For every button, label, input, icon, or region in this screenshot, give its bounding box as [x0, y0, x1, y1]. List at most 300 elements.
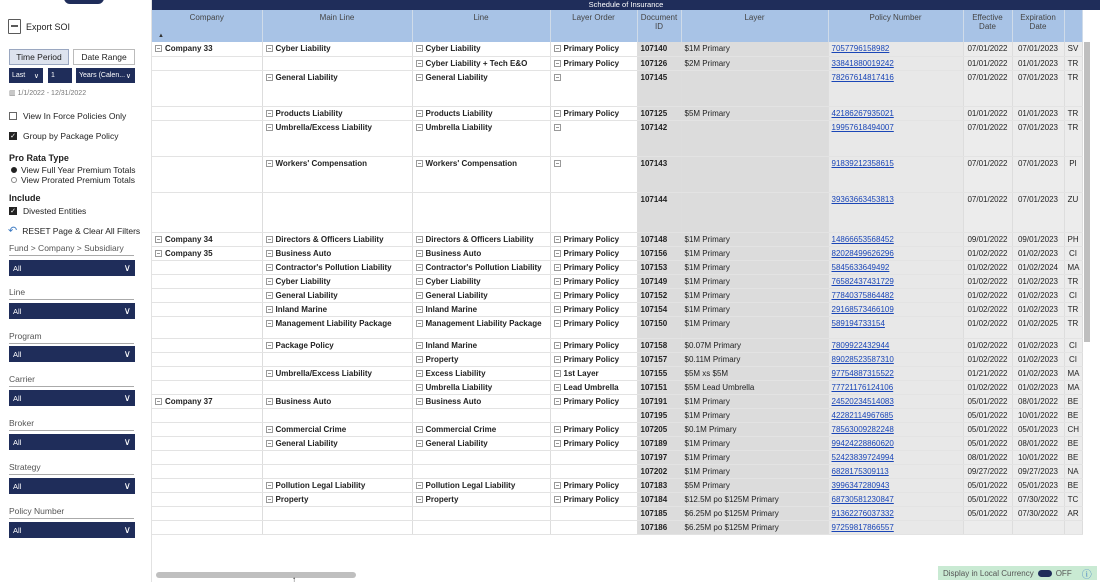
- pro-rata-prorated-radio[interactable]: [11, 175, 135, 185]
- cell-id: [637, 352, 681, 366]
- in-force-checkbox[interactable]: [9, 111, 126, 121]
- cell-id: [637, 42, 681, 56]
- filter-strategy-select[interactable]: [9, 478, 135, 494]
- expand-icon[interactable]: [155, 45, 162, 52]
- cell-layer: [681, 380, 828, 394]
- table-row[interactable]: [152, 70, 1082, 106]
- chevron-down-icon: ∨: [123, 436, 131, 448]
- cell-text: $5M Primary: [684, 108, 730, 118]
- expand-icon[interactable]: [416, 342, 423, 349]
- cell-text: 01/01/2023: [1017, 58, 1059, 68]
- expand-icon[interactable]: [416, 124, 423, 131]
- cell-policy[interactable]: [828, 106, 963, 120]
- cell-main: [262, 316, 412, 338]
- cell-text: 107184: [640, 494, 668, 504]
- table-row[interactable]: [152, 246, 1082, 260]
- filter-policy-number-select[interactable]: [9, 522, 135, 538]
- cell-text: 01/02/2022: [967, 276, 1008, 286]
- table-row[interactable]: [152, 520, 1082, 534]
- cell-text: 107151: [640, 382, 668, 392]
- expand-icon[interactable]: [266, 74, 273, 81]
- cell-x: [1064, 366, 1082, 380]
- cell-policy[interactable]: [828, 408, 963, 422]
- horizontal-scrollbar[interactable]: [156, 572, 356, 578]
- cell-policy[interactable]: [828, 520, 963, 534]
- cell-x: [1064, 56, 1082, 70]
- cell-eff: [963, 464, 1012, 478]
- cell-text: Primary Policy: [563, 262, 620, 272]
- expand-icon[interactable]: [416, 236, 423, 243]
- filter-program-select[interactable]: [9, 346, 135, 362]
- cell-text: General Liability: [275, 290, 338, 300]
- table-row[interactable]: [152, 366, 1082, 380]
- cell-layer: [681, 464, 828, 478]
- expand-icon[interactable]: [416, 160, 423, 167]
- filter-value: All: [13, 393, 22, 403]
- cell-main: [262, 70, 412, 106]
- cell-policy[interactable]: [828, 56, 963, 70]
- table-row[interactable]: [152, 338, 1082, 352]
- cell-policy[interactable]: [828, 352, 963, 366]
- cell-text: 09/27/2023: [1017, 466, 1059, 476]
- cell-layer: [681, 192, 828, 232]
- cell-layer: [681, 316, 828, 338]
- column-header[interactable]: Layer: [681, 10, 828, 42]
- cell-text: Primary Policy: [563, 318, 620, 328]
- cell-text: 05/01/2022: [967, 396, 1008, 406]
- cell-line: [412, 492, 550, 506]
- expand-icon[interactable]: [554, 426, 561, 433]
- period-unit-select[interactable]: [76, 68, 135, 83]
- expand-icon[interactable]: [266, 110, 273, 117]
- sort-arrow-icon[interactable]: ▲: [158, 33, 164, 39]
- cell-policy[interactable]: [828, 380, 963, 394]
- cell-text: 24520234514083: [831, 396, 894, 406]
- cell-policy[interactable]: [828, 274, 963, 288]
- cell-text: $1M Primary: [684, 248, 730, 258]
- cell-layer: [681, 288, 828, 302]
- cell-text: 01/02/2025: [1017, 318, 1059, 328]
- cell-line: [412, 274, 550, 288]
- cell-eff: [963, 42, 1012, 56]
- expand-icon[interactable]: [416, 74, 423, 81]
- cell-policy[interactable]: [828, 316, 963, 338]
- cell-text: Primary Policy: [563, 424, 620, 434]
- cell-text: 07/30/2022: [1017, 508, 1059, 518]
- cell-text: 107195: [640, 410, 668, 420]
- cell-policy[interactable]: [828, 436, 963, 450]
- cell-text: Directors & Officers Liability: [275, 234, 384, 244]
- cell-text: 107148: [640, 234, 668, 244]
- cell-text: $1M Primary: [684, 396, 730, 406]
- cell-text: 09/27/2022: [967, 466, 1008, 476]
- table-row[interactable]: [152, 106, 1082, 120]
- cell-line: [412, 506, 550, 520]
- pro-rata-full-radio[interactable]: [11, 165, 136, 175]
- cell-line: [412, 246, 550, 260]
- table-row[interactable]: [152, 380, 1082, 394]
- expand-icon[interactable]: [266, 160, 273, 167]
- filter-sidebar: [0, 0, 152, 582]
- cell-id: [637, 338, 681, 352]
- cell-policy[interactable]: [828, 492, 963, 506]
- expand-icon[interactable]: [155, 398, 162, 405]
- filter-fund-select[interactable]: [9, 260, 135, 276]
- export-soi-button[interactable]: [8, 19, 70, 34]
- column-header[interactable]: [1064, 10, 1082, 42]
- cell-text: Management Liability Package: [425, 318, 542, 328]
- cell-text: 07/01/2022: [967, 158, 1008, 168]
- expand-icon[interactable]: [554, 124, 561, 131]
- chevron-down-icon: ∨: [123, 348, 131, 360]
- table-row[interactable]: [152, 274, 1082, 288]
- expand-icon[interactable]: [266, 440, 273, 447]
- table-row[interactable]: [152, 316, 1082, 338]
- cell-x: [1064, 380, 1082, 394]
- cell-main: [262, 42, 412, 56]
- expand-icon[interactable]: [266, 45, 273, 52]
- expand-icon[interactable]: [416, 440, 423, 447]
- cell-layer: [681, 352, 828, 366]
- cell-policy[interactable]: [828, 42, 963, 56]
- expand-icon[interactable]: [416, 426, 423, 433]
- cell-text: 01/02/2023: [1017, 248, 1059, 258]
- cell-policy[interactable]: [828, 394, 963, 408]
- filter-carrier-select[interactable]: [9, 390, 135, 406]
- expand-icon[interactable]: [416, 370, 423, 377]
- cell-order: [550, 464, 637, 478]
- expand-icon[interactable]: [554, 440, 561, 447]
- cell-x: [1064, 156, 1082, 192]
- expand-icon[interactable]: [554, 292, 561, 299]
- expand-icon[interactable]: [266, 426, 273, 433]
- cell-policy[interactable]: [828, 260, 963, 274]
- expand-icon[interactable]: [416, 306, 423, 313]
- cell-text: PH: [1067, 234, 1079, 244]
- table-row[interactable]: [152, 302, 1082, 316]
- cell-layer: [681, 408, 828, 422]
- expand-icon[interactable]: [416, 398, 423, 405]
- cell-text: $1M Primary: [684, 234, 730, 244]
- table-row[interactable]: [152, 42, 1082, 56]
- group-package-checkbox[interactable]: [9, 131, 118, 141]
- expand-icon[interactable]: [416, 384, 423, 391]
- cell-text: Package Policy: [275, 340, 334, 350]
- table-row[interactable]: [152, 232, 1082, 246]
- cell-text: Cyber Liability: [425, 276, 481, 286]
- expand-icon[interactable]: [266, 482, 273, 489]
- cell-id: [637, 70, 681, 106]
- cell-text: 78267614817416: [831, 72, 894, 82]
- cell-policy[interactable]: [828, 464, 963, 478]
- filter-line-select[interactable]: [9, 303, 135, 319]
- cell-company: [152, 478, 262, 492]
- expand-icon[interactable]: [416, 292, 423, 299]
- cell-order: [550, 70, 637, 106]
- table-row[interactable]: [152, 394, 1082, 408]
- cell-text: 589194733154: [831, 318, 885, 328]
- cell-text: Primary Policy: [563, 234, 620, 244]
- cell-main: [262, 380, 412, 394]
- cell-text: CI: [1069, 340, 1077, 350]
- cell-exp: [1012, 260, 1064, 274]
- expand-icon[interactable]: [266, 292, 273, 299]
- cell-text: 01/02/2023: [1017, 304, 1059, 314]
- expand-icon[interactable]: [266, 306, 273, 313]
- table-row[interactable]: [152, 56, 1082, 70]
- column-header[interactable]: Expiration Date: [1012, 10, 1064, 42]
- expand-icon[interactable]: [554, 236, 561, 243]
- cell-line: [412, 120, 550, 156]
- expand-icon[interactable]: [554, 342, 561, 349]
- cell-text: 05/01/2022: [967, 438, 1008, 448]
- cell-text: 107149: [640, 276, 668, 286]
- cell-policy[interactable]: [828, 338, 963, 352]
- cell-eff: [963, 302, 1012, 316]
- column-header[interactable]: Document ID: [637, 10, 681, 42]
- table-row[interactable]: [152, 408, 1082, 422]
- cell-text: Directors & Officers Liability: [425, 234, 534, 244]
- cell-company: [152, 70, 262, 106]
- expand-icon[interactable]: [554, 370, 561, 377]
- expand-icon[interactable]: [416, 45, 423, 52]
- cell-policy[interactable]: [828, 156, 963, 192]
- cell-company: [152, 366, 262, 380]
- expand-icon[interactable]: [155, 250, 162, 257]
- expand-icon[interactable]: [554, 320, 561, 327]
- column-header[interactable]: Policy Number: [828, 10, 963, 42]
- expand-icon[interactable]: [554, 306, 561, 313]
- cell-company: [152, 492, 262, 506]
- table-title: Schedule of Insurance: [152, 0, 1100, 10]
- cell-text: CI: [1069, 248, 1077, 258]
- table-row[interactable]: [152, 478, 1082, 492]
- cell-text: $12.5M po $125M Primary: [684, 494, 779, 504]
- mouse-cursor-icon: ↑: [292, 575, 296, 582]
- cell-text: 91362276037332: [831, 508, 894, 518]
- cell-text: Business Auto: [425, 248, 482, 258]
- column-header[interactable]: Line: [412, 10, 550, 42]
- cell-policy[interactable]: [828, 506, 963, 520]
- cell-eff: [963, 156, 1012, 192]
- info-icon[interactable]: ⓘ: [1081, 569, 1092, 581]
- cell-x: [1064, 506, 1082, 520]
- expand-icon[interactable]: [416, 320, 423, 327]
- table-row[interactable]: [152, 288, 1082, 302]
- cell-main: [262, 422, 412, 436]
- cell-main: [262, 436, 412, 450]
- expand-icon[interactable]: [266, 342, 273, 349]
- cell-text: $1M Primary: [684, 44, 730, 53]
- cell-text: 01/02/2022: [967, 290, 1008, 300]
- expand-icon[interactable]: [554, 60, 561, 67]
- table-row[interactable]: [152, 450, 1082, 464]
- cell-text: BE: [1067, 396, 1079, 406]
- cell-text: 01/02/2023: [1017, 382, 1059, 392]
- cell-layer: [681, 232, 828, 246]
- cell-line: [412, 106, 550, 120]
- expand-icon[interactable]: [266, 278, 273, 285]
- table-row[interactable]: [152, 120, 1082, 156]
- cell-text: 05/01/2022: [967, 424, 1008, 434]
- expand-icon[interactable]: [554, 110, 561, 117]
- table-row[interactable]: [152, 192, 1082, 232]
- expand-icon[interactable]: [554, 160, 561, 167]
- column-header[interactable]: Layer Order: [550, 10, 637, 42]
- expand-icon[interactable]: [266, 496, 273, 503]
- expand-icon[interactable]: [266, 264, 273, 271]
- cell-exp: [1012, 106, 1064, 120]
- expand-icon[interactable]: [416, 60, 423, 67]
- expand-icon[interactable]: [416, 264, 423, 271]
- cell-text: Primary Policy: [563, 494, 620, 504]
- cell-text: Contractor's Pollution Liability: [425, 262, 542, 272]
- period-last-select[interactable]: [9, 68, 43, 83]
- expand-icon[interactable]: [266, 370, 273, 377]
- cell-policy[interactable]: [828, 232, 963, 246]
- expand-icon[interactable]: [416, 110, 423, 117]
- cell-text: Property: [275, 494, 309, 504]
- cell-text: 107183: [640, 480, 668, 490]
- cell-policy[interactable]: [828, 70, 963, 106]
- period-last-value: Last: [12, 72, 26, 79]
- cell-text: 01/21/2022: [967, 368, 1008, 378]
- table-row[interactable]: [152, 436, 1082, 450]
- expand-icon[interactable]: [155, 236, 162, 243]
- table-row[interactable]: [152, 506, 1082, 520]
- expand-icon[interactable]: [554, 45, 561, 52]
- expand-icon[interactable]: [554, 74, 561, 81]
- cell-order: [550, 352, 637, 366]
- cell-text: 107152: [640, 290, 668, 300]
- expand-icon[interactable]: [416, 496, 423, 503]
- cell-policy[interactable]: [828, 288, 963, 302]
- cell-policy[interactable]: [828, 366, 963, 380]
- table-row[interactable]: [152, 464, 1082, 478]
- cell-exp: [1012, 436, 1064, 450]
- column-header[interactable]: Effective Date: [963, 10, 1012, 42]
- cell-main: [262, 506, 412, 520]
- cell-policy[interactable]: [828, 120, 963, 156]
- cell-text: Workers' Compensation: [425, 158, 518, 168]
- expand-icon[interactable]: [554, 384, 561, 391]
- table-row[interactable]: [152, 422, 1082, 436]
- expand-icon[interactable]: [416, 278, 423, 285]
- expand-icon[interactable]: [554, 482, 561, 489]
- cell-policy[interactable]: [828, 478, 963, 492]
- chevron-down-icon: ∨: [123, 392, 131, 404]
- cell-policy[interactable]: [828, 422, 963, 436]
- cell-text: 29168573466109: [831, 304, 894, 314]
- expand-icon[interactable]: [416, 356, 423, 363]
- cell-text: 107197: [640, 452, 668, 462]
- expand-icon[interactable]: [266, 320, 273, 327]
- cell-text: BE: [1067, 410, 1079, 420]
- cell-text: Primary Policy: [563, 304, 620, 314]
- cell-policy[interactable]: [828, 450, 963, 464]
- cell-main: [262, 192, 412, 232]
- column-header[interactable]: Company: [152, 10, 262, 42]
- cell-main: [262, 56, 412, 70]
- expand-icon[interactable]: [554, 264, 561, 271]
- cell-text: TR: [1067, 72, 1079, 82]
- cell-company: [152, 422, 262, 436]
- cell-text: 7057796158982: [831, 44, 890, 53]
- date-range-readout: [9, 89, 86, 97]
- cell-policy[interactable]: [828, 192, 963, 232]
- filter-broker-select[interactable]: [9, 434, 135, 450]
- cell-company: [152, 42, 262, 56]
- cell-x: [1064, 352, 1082, 366]
- cell-text: Inland Marine: [425, 304, 478, 314]
- expand-icon[interactable]: [554, 496, 561, 503]
- cell-policy[interactable]: [828, 302, 963, 316]
- filter-value: All: [13, 525, 22, 535]
- column-header[interactable]: Main Line: [262, 10, 412, 42]
- cell-text: 01/02/2022: [967, 318, 1008, 328]
- expand-icon[interactable]: [554, 356, 561, 363]
- cell-company: [152, 408, 262, 422]
- vertical-scrollbar[interactable]: [1084, 42, 1090, 342]
- chevron-down-icon: ∨: [123, 305, 131, 317]
- expand-icon[interactable]: [416, 250, 423, 257]
- cell-x: [1064, 70, 1082, 106]
- expand-icon[interactable]: [266, 398, 273, 405]
- cell-text: 07/01/2022: [967, 44, 1008, 53]
- cell-text: 42282114967685: [831, 410, 894, 420]
- expand-icon[interactable]: [266, 250, 273, 257]
- cell-x: [1064, 274, 1082, 288]
- cell-text: Business Auto: [275, 248, 332, 258]
- cell-policy[interactable]: [828, 246, 963, 260]
- expand-icon[interactable]: [416, 482, 423, 489]
- expand-icon[interactable]: [266, 236, 273, 243]
- table-row[interactable]: [152, 492, 1082, 506]
- expand-icon[interactable]: [554, 278, 561, 285]
- cell-exp: [1012, 394, 1064, 408]
- cell-text: 1st Layer: [563, 368, 599, 378]
- cell-company: [152, 520, 262, 534]
- table-row[interactable]: [152, 352, 1082, 366]
- local-currency-toggle[interactable]: [938, 566, 1097, 580]
- period-count-input[interactable]: [48, 68, 72, 83]
- cell-text: 08/01/2022: [1017, 438, 1059, 448]
- cell-x: [1064, 520, 1082, 534]
- filter-value: All: [13, 481, 22, 491]
- expand-icon[interactable]: [554, 398, 561, 405]
- cell-x: [1064, 408, 1082, 422]
- cell-eff: [963, 422, 1012, 436]
- cell-main: [262, 120, 412, 156]
- table-row[interactable]: [152, 260, 1082, 274]
- cell-line: [412, 436, 550, 450]
- cell-text: TC: [1067, 494, 1079, 504]
- date-range-tab[interactable]: Date Range: [73, 49, 135, 65]
- time-period-tab[interactable]: Time Period: [9, 49, 69, 65]
- cell-exp: [1012, 380, 1064, 394]
- cell-x: [1064, 492, 1082, 506]
- table-row[interactable]: [152, 156, 1082, 192]
- reset-button[interactable]: [8, 224, 140, 237]
- cell-main: [262, 232, 412, 246]
- expand-icon[interactable]: [554, 250, 561, 257]
- cell-text: 07/01/2022: [967, 122, 1008, 132]
- expand-icon[interactable]: [266, 124, 273, 131]
- cell-text: 01/02/2022: [967, 248, 1008, 258]
- cell-text: CH: [1067, 424, 1080, 434]
- divested-checkbox[interactable]: [9, 206, 86, 216]
- toggle-state: OFF: [1055, 568, 1072, 578]
